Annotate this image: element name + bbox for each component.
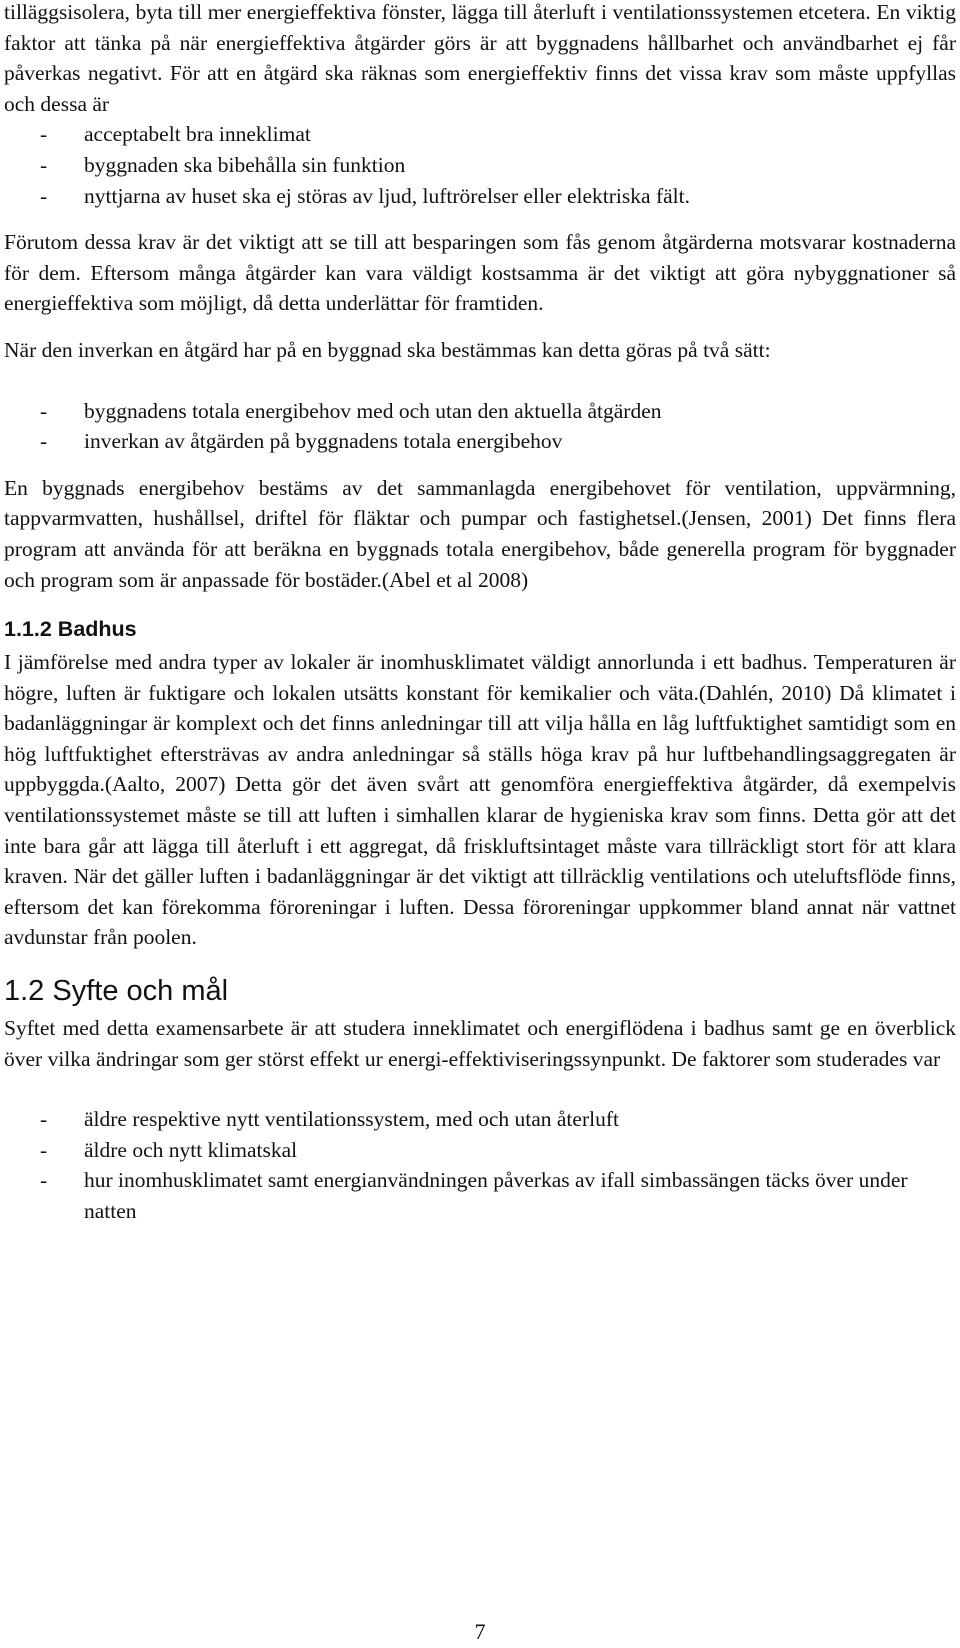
paragraph-energy-demand: En byggnads energibehov bestäms av det sammanlagda energibehovet för ventilation, uppvärmning, tappvarmvatten, hushållsel, driftel för fläktar och pumpar och fastighetsel.(Jensen, 2001) Det finns flera program att använda för att beräkna en byggnads totala energibehov, både generella program för byggnader och program som är anpassade för bostäder.(Abel et al 2008) [4,475,956,592]
list-item: - äldre och nytt klimatskal [4,1135,956,1166]
paragraph-energy-measures: tilläggsisolera, byta till mer energieffektiva fönster, lägga till återluft i ventilationssystemen etcetera. En viktig faktor att tänka på när energieffektiva åtgärder görs är att byggnadens hållbarhet och användbarhet ej får påverkas negativt. För att en åtgärd ska räknas som energieffektiv finns det vissa krav som måste uppfyllas och dessa är [4,0,956,116]
list-item: - byggnadens totala energibehov med och utan den aktuella åtgärden [4,396,956,427]
page-number: 7 [474,1619,486,1644]
heading-badhus: 1.1.2 Badhus [4,617,137,642]
paragraph-two-ways: När den inverkan en åtgärd har på en byggnad ska bestämmas kan detta göras på två sätt: [4,337,771,362]
paragraph-badhus: I jämförelse med andra typer av lokaler är inomhusklimatet väldigt annorlunda i ett badhus. Temperaturen är högre, luften är fuktigare och lokalen utsätts konstant för kemikalier och väta.(Dahlén, 2010) Då klimatet i badanläggningar är komplext och det finns anledningar till att vilja hålla en låg luftfuktighet samtidigt som en hög luftfuktighet eftersträvas av andra anledningar så ställs höga krav på hur luftbehandlingsaggregaten är uppbyggda.(Aalto, 2007) Detta gör det även svårt att genomföra energieffektiva åtgärder, då exempelvis ventilationssystemet måste se till att luften i simhallen klarar de hygieniska krav som finns. Detta gör att det inte bara går att lägga till återluft i ett aggregat, då friskluftsintaget måste vara tillräckligt stort för att klara kraven. När det gäller luften i badanläggningar är det viktigt att tillräcklig ventilations och uteluftsflöde finns, eftersom det kan förekomma föroreningar i luften. Dessa föroreningar uppkommer bland annat när vattnet avdunstar från poolen. [4,650,956,950]
heading-syfte-och-mal: 1.2 Syfte och mål [4,975,229,1008]
list-item: - inverkan av åtgärden på byggnadens totala energibehov [4,426,956,457]
factors-list [4,1104,956,1226]
list-item: - byggnaden ska bibehålla sin funktion [4,150,956,181]
methods-list [4,396,956,457]
list-item: - hur inomhusklimatet samt energianvändningen påverkas av ifall simbassängen täcks över under natten [4,1165,956,1226]
list-item: - äldre respektive nytt ventilationssystem, med och utan återluft [4,1104,956,1135]
list-item: - acceptabelt bra inneklimat [4,119,956,150]
paragraph-syfte: Syftet med detta examensarbete är att studera inneklimatet och energiflödena i badhus samt ge en överblick över vilka ändringar som ger störst effekt ur energi-effektiviseringssynpunkt. De faktorer som studerades var [4,1016,956,1071]
list-item: - nyttjarna av huset ska ej störas av ljud, luftrörelser eller elektriska fält. [4,181,956,212]
paragraph-cost-savings: Förutom dessa krav är det viktigt att se till att besparingen som fås genom åtgärderna motsvarar kostnaderna för dem. Eftersom många åtgärder kan vara väldigt kostsamma är det viktigt att göra nybyggnationer så energieffektiva som möjligt, då detta underlättar för framtiden. [4,230,956,316]
requirements-list [4,119,956,211]
